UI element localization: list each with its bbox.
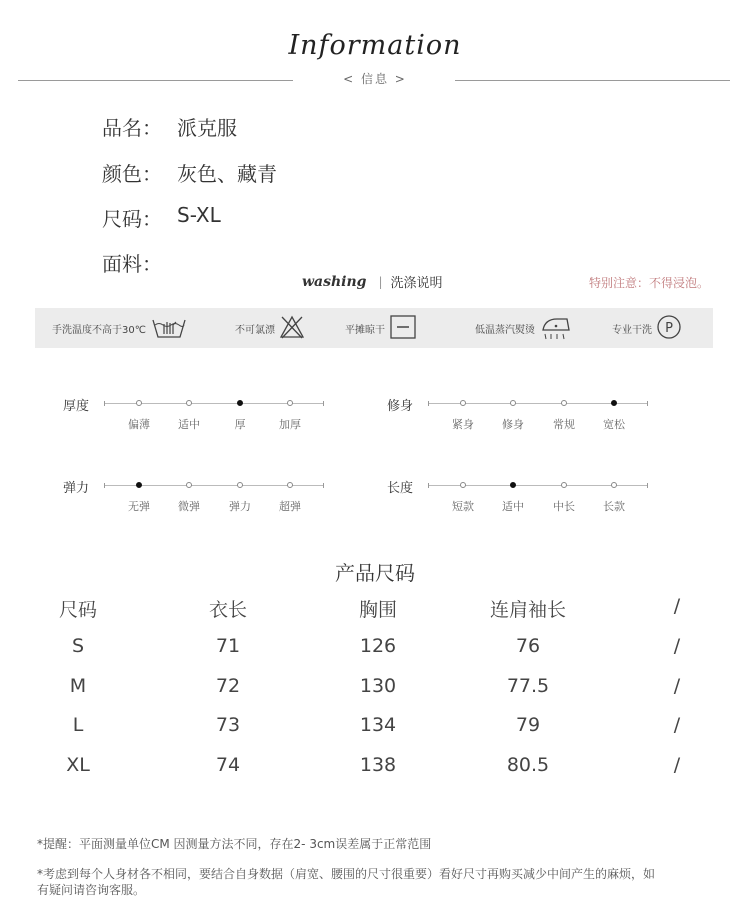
size-table-cell: 76 [515, 635, 541, 657]
scale-label-fit: 修身 [387, 399, 414, 414]
info-row-color [102, 158, 277, 187]
info-value: S-XL [177, 203, 221, 227]
scale-dot-selected [136, 482, 142, 488]
scale-dot [287, 400, 293, 406]
size-table-cell: / [673, 714, 681, 736]
washing-bar [35, 308, 713, 348]
scale-end-tick [428, 401, 429, 406]
scale-option: 加厚 [279, 418, 301, 431]
scale-dot [510, 400, 516, 406]
info-label: 面料： [102, 252, 162, 276]
scale-dot [136, 400, 142, 406]
page-title: Information [288, 30, 462, 61]
info-row-name [102, 112, 237, 141]
scale-option: 弹力 [229, 500, 251, 513]
wash-item-label: 专业干洗 [612, 324, 652, 336]
size-table-cell: 72 [215, 675, 241, 697]
size-table-cell: 79 [515, 714, 541, 736]
scale-dot-selected [237, 400, 243, 406]
info-row-fabric [102, 248, 177, 277]
scale-label-thickness: 厚度 [63, 399, 90, 414]
size-table-cell: 73 [215, 714, 241, 736]
scale-end-tick [323, 401, 324, 406]
scale-option: 紧身 [452, 418, 474, 431]
washing-title-cn: 洗涤说明 [390, 276, 443, 291]
scale-dot-selected [611, 400, 617, 406]
note-measurement: *提醒：平面测量单位CM 因测量方法不同，存在2- 3cm误差属于正常范围 [37, 837, 432, 851]
washing-note: 特别注意：不得浸泡。 [589, 276, 710, 290]
wash-item-label: 不可氯漂 [235, 324, 275, 336]
size-table-cell: 80.5 [506, 754, 550, 776]
scale-option: 适中 [502, 500, 524, 513]
size-table-cell: 77.5 [506, 675, 550, 697]
wash-item-label: 低温蒸汽熨烫 [475, 324, 535, 336]
washing-separator: | [378, 274, 383, 289]
note-advice-line2: 有疑问请咨询客服。 [37, 883, 146, 897]
scale-option: 无弹 [128, 500, 150, 513]
size-table-header: / [673, 595, 681, 617]
scale-end-tick [647, 483, 648, 488]
scale-dot [561, 482, 567, 488]
washing-header [302, 272, 443, 291]
scale-end-tick [104, 483, 105, 488]
dry-clean-icon [656, 314, 682, 343]
scale-dot [611, 482, 617, 488]
scale-dot [186, 482, 192, 488]
scale-end-tick [428, 483, 429, 488]
scale-dot-selected [510, 482, 516, 488]
scale-end-tick [323, 483, 324, 488]
wash-item-label: 手洗温度不高于30℃ [52, 324, 146, 336]
scale-dot [186, 400, 192, 406]
hand-wash-icon [150, 314, 188, 343]
size-table-cell: 74 [215, 754, 241, 776]
no-bleach-icon [279, 314, 305, 343]
scale-option: 常规 [553, 418, 575, 431]
info-label: 颜色： [102, 162, 162, 186]
dry-flat-icon [389, 314, 417, 343]
scale-end-tick [104, 401, 105, 406]
wash-item-no-bleach [235, 308, 305, 348]
info-label: 尺码： [102, 207, 162, 231]
size-table-title: 产品尺码 [335, 561, 415, 585]
scale-option: 中长 [553, 500, 575, 513]
scale-dot [460, 400, 466, 406]
info-label: 品名： [102, 116, 162, 140]
size-table-header: 衣长 [208, 599, 247, 621]
note-advice-line1: *考虑到每个人身材各不相同，要结合自身数据（肩宽、腰围的尺寸很重要）看好尺寸再购买减少中间产生的麻烦，如 [37, 867, 656, 881]
size-table-header: 尺码 [58, 599, 97, 621]
scale-option: 修身 [502, 418, 524, 431]
scale-option: 适中 [178, 418, 200, 431]
size-table-cell: 126 [359, 635, 397, 657]
size-table-cell: M [69, 675, 87, 697]
size-table-cell: 71 [215, 635, 241, 657]
info-row-size [102, 203, 221, 232]
size-table-cell: / [673, 675, 681, 697]
scale-label-length: 长度 [387, 481, 414, 496]
scale-dot [460, 482, 466, 488]
scale-option: 微弹 [178, 500, 200, 513]
scale-option: 超弹 [279, 500, 301, 513]
size-table-cell: L [72, 714, 84, 736]
wash-item-hand-wash [52, 308, 188, 348]
wash-item-iron [475, 308, 573, 348]
scale-option: 厚 [234, 418, 246, 431]
size-table-cell: XL [66, 754, 90, 776]
scale-option: 短款 [452, 500, 474, 513]
size-table-cell: 134 [359, 714, 397, 736]
page-subtitle: < 信息 > [343, 72, 407, 86]
scale-end-tick [647, 401, 648, 406]
scale-label-elasticity: 弹力 [63, 481, 90, 496]
size-table-header: 胸围 [358, 599, 397, 621]
size-table-cell: 130 [359, 675, 397, 697]
svg-text:P: P [665, 320, 673, 336]
size-table-cell: / [673, 635, 681, 657]
wash-item-dry-flat [345, 308, 417, 348]
scale-option: 宽松 [603, 418, 625, 431]
iron-icon [539, 313, 573, 344]
wash-item-dry-clean [612, 308, 682, 348]
size-table-cell: 138 [359, 754, 397, 776]
size-table-cell: S [71, 635, 85, 657]
washing-title-en: washing [302, 273, 367, 290]
info-value: 灰色、藏青 [177, 162, 277, 186]
scale-dot [561, 400, 567, 406]
scale-option: 长款 [603, 500, 625, 513]
scale-dot [237, 482, 243, 488]
wash-item-label: 平摊晾干 [345, 324, 385, 336]
scale-option: 偏薄 [128, 418, 150, 431]
scale-dot [287, 482, 293, 488]
info-value: 派克服 [177, 116, 237, 140]
size-table-header: 连肩袖长 [489, 599, 566, 621]
size-table-cell: / [673, 754, 681, 776]
